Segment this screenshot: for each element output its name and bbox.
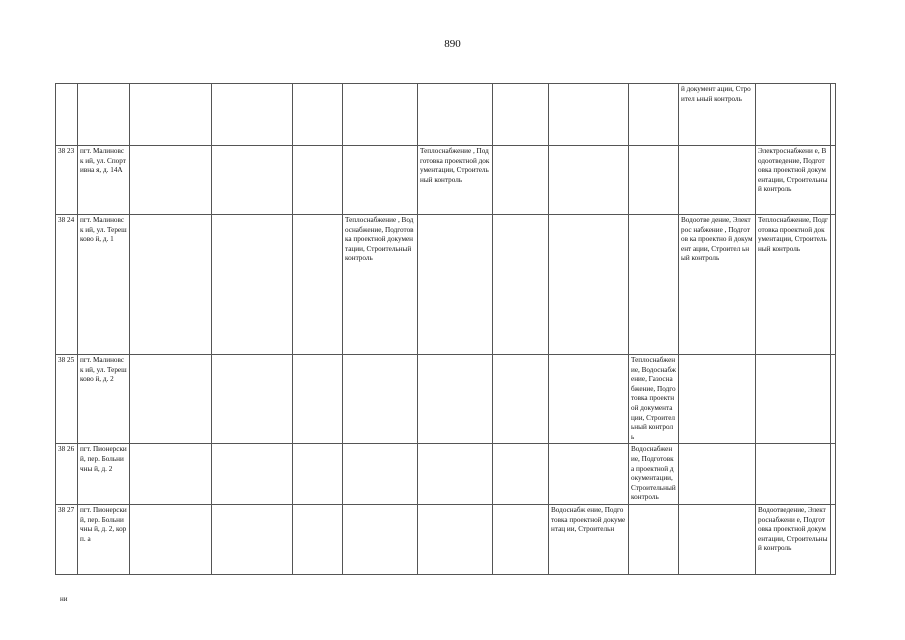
work-cell: Электроснабжени е, Водоотведение, Подготовка проектной документации, Строительный контроль	[756, 146, 831, 215]
work-cell: Водоснабжение, Подготовка проектной документации, Строительный контроль	[629, 444, 679, 505]
work-cell	[212, 215, 293, 355]
work-cell: Теплоснабжение , Подготовка проектной документации, Строительный контроль	[418, 146, 493, 215]
work-cell	[549, 444, 629, 505]
work-cell	[130, 146, 212, 215]
table-row	[56, 444, 836, 505]
work-cell	[293, 84, 343, 146]
work-cell	[493, 146, 549, 215]
work-cell	[831, 355, 836, 444]
work-cell	[418, 355, 493, 444]
work-cell	[293, 444, 343, 505]
work-cell: Водоотве дение, Электрос набжение , Подготов ка проектно й документ ации, Строител ьный контроль	[679, 215, 756, 355]
work-cell	[418, 84, 493, 146]
row-number-cell: 38 26	[56, 444, 78, 505]
row-number-cell	[56, 84, 78, 146]
work-cell: Теплоснабжение, Подготовка проектной документации, Строительный контроль	[756, 215, 831, 355]
work-cell	[130, 444, 212, 505]
work-cell	[418, 444, 493, 505]
work-cell	[493, 215, 549, 355]
work-cell: Водоотведение, Электроснабжени е, Подготовка проектной документации, Строительный контроль	[756, 504, 831, 574]
work-cell	[756, 355, 831, 444]
work-cell	[212, 84, 293, 146]
address-cell: пгт. Малиновск ий, ул. Терешково й, д. 2	[78, 355, 130, 444]
work-cell	[549, 84, 629, 146]
work-cell	[679, 444, 756, 505]
address-cell	[78, 84, 130, 146]
work-cell	[679, 504, 756, 574]
table-row	[56, 215, 836, 355]
work-cell: Теплоснабжение, Водоснабжение, Газоснабжение, Подготовка проектной документации, Строительный контроль	[629, 355, 679, 444]
work-cell	[629, 84, 679, 146]
work-cell	[130, 355, 212, 444]
work-cell	[343, 146, 418, 215]
work-cell	[418, 504, 493, 574]
work-cell	[130, 504, 212, 574]
work-cell: Водоснабж ение, Подготовка проектной документац ии, Строительн	[549, 504, 629, 574]
work-cell	[493, 355, 549, 444]
work-cell	[343, 444, 418, 505]
table-row	[56, 504, 836, 574]
work-cell	[418, 215, 493, 355]
work-cell	[130, 84, 212, 146]
work-cell	[756, 84, 831, 146]
work-cell	[549, 146, 629, 215]
work-cell	[679, 355, 756, 444]
work-cell	[679, 146, 756, 215]
table-row	[56, 355, 836, 444]
work-cell	[831, 504, 836, 574]
work-cell	[343, 84, 418, 146]
work-cell	[343, 504, 418, 574]
table-row	[56, 84, 836, 146]
work-cell	[212, 355, 293, 444]
work-cell	[212, 444, 293, 505]
table-row	[56, 146, 836, 215]
work-cell: й документ ации, Строител ьный контроль	[679, 84, 756, 146]
work-cell	[831, 444, 836, 505]
page-number: 890	[444, 38, 461, 50]
work-cell	[293, 215, 343, 355]
row-number-cell: 38 23	[56, 146, 78, 215]
address-cell: пгт. Малиновск ий, ул. Спортивна я, д. 14А	[78, 146, 130, 215]
work-cell	[493, 504, 549, 574]
work-cell	[629, 215, 679, 355]
work-cell	[629, 504, 679, 574]
work-cell	[493, 84, 549, 146]
work-cell	[549, 215, 629, 355]
address-cell: пгт. Малиновск ий, ул. Терешково й, д. 1	[78, 215, 130, 355]
work-cell	[212, 504, 293, 574]
work-cell	[831, 84, 836, 146]
address-cell: пгт. Пионерски й, пер. Больничны й, д. 2, корп. а	[78, 504, 130, 574]
row-number-cell: 38 25	[56, 355, 78, 444]
footer-mark: ни	[60, 595, 68, 603]
row-number-cell: 38 27	[56, 504, 78, 574]
work-cell	[130, 215, 212, 355]
row-number-cell: 38 24	[56, 215, 78, 355]
address-cell: пгт. Пионерски й, пер. Больничны й, д. 2	[78, 444, 130, 505]
work-cell	[212, 146, 293, 215]
work-cell: Теплоснабжение , Водоснабжение, Подготовка проектной документации, Строительный контроль	[343, 215, 418, 355]
work-cell	[831, 215, 836, 355]
work-cell	[293, 504, 343, 574]
work-cell	[343, 355, 418, 444]
work-cell	[756, 444, 831, 505]
work-cell	[629, 146, 679, 215]
work-cell	[831, 146, 836, 215]
work-cell	[293, 355, 343, 444]
work-cell	[293, 146, 343, 215]
work-cell	[549, 355, 629, 444]
work-cell	[493, 444, 549, 505]
works-table	[55, 83, 836, 575]
